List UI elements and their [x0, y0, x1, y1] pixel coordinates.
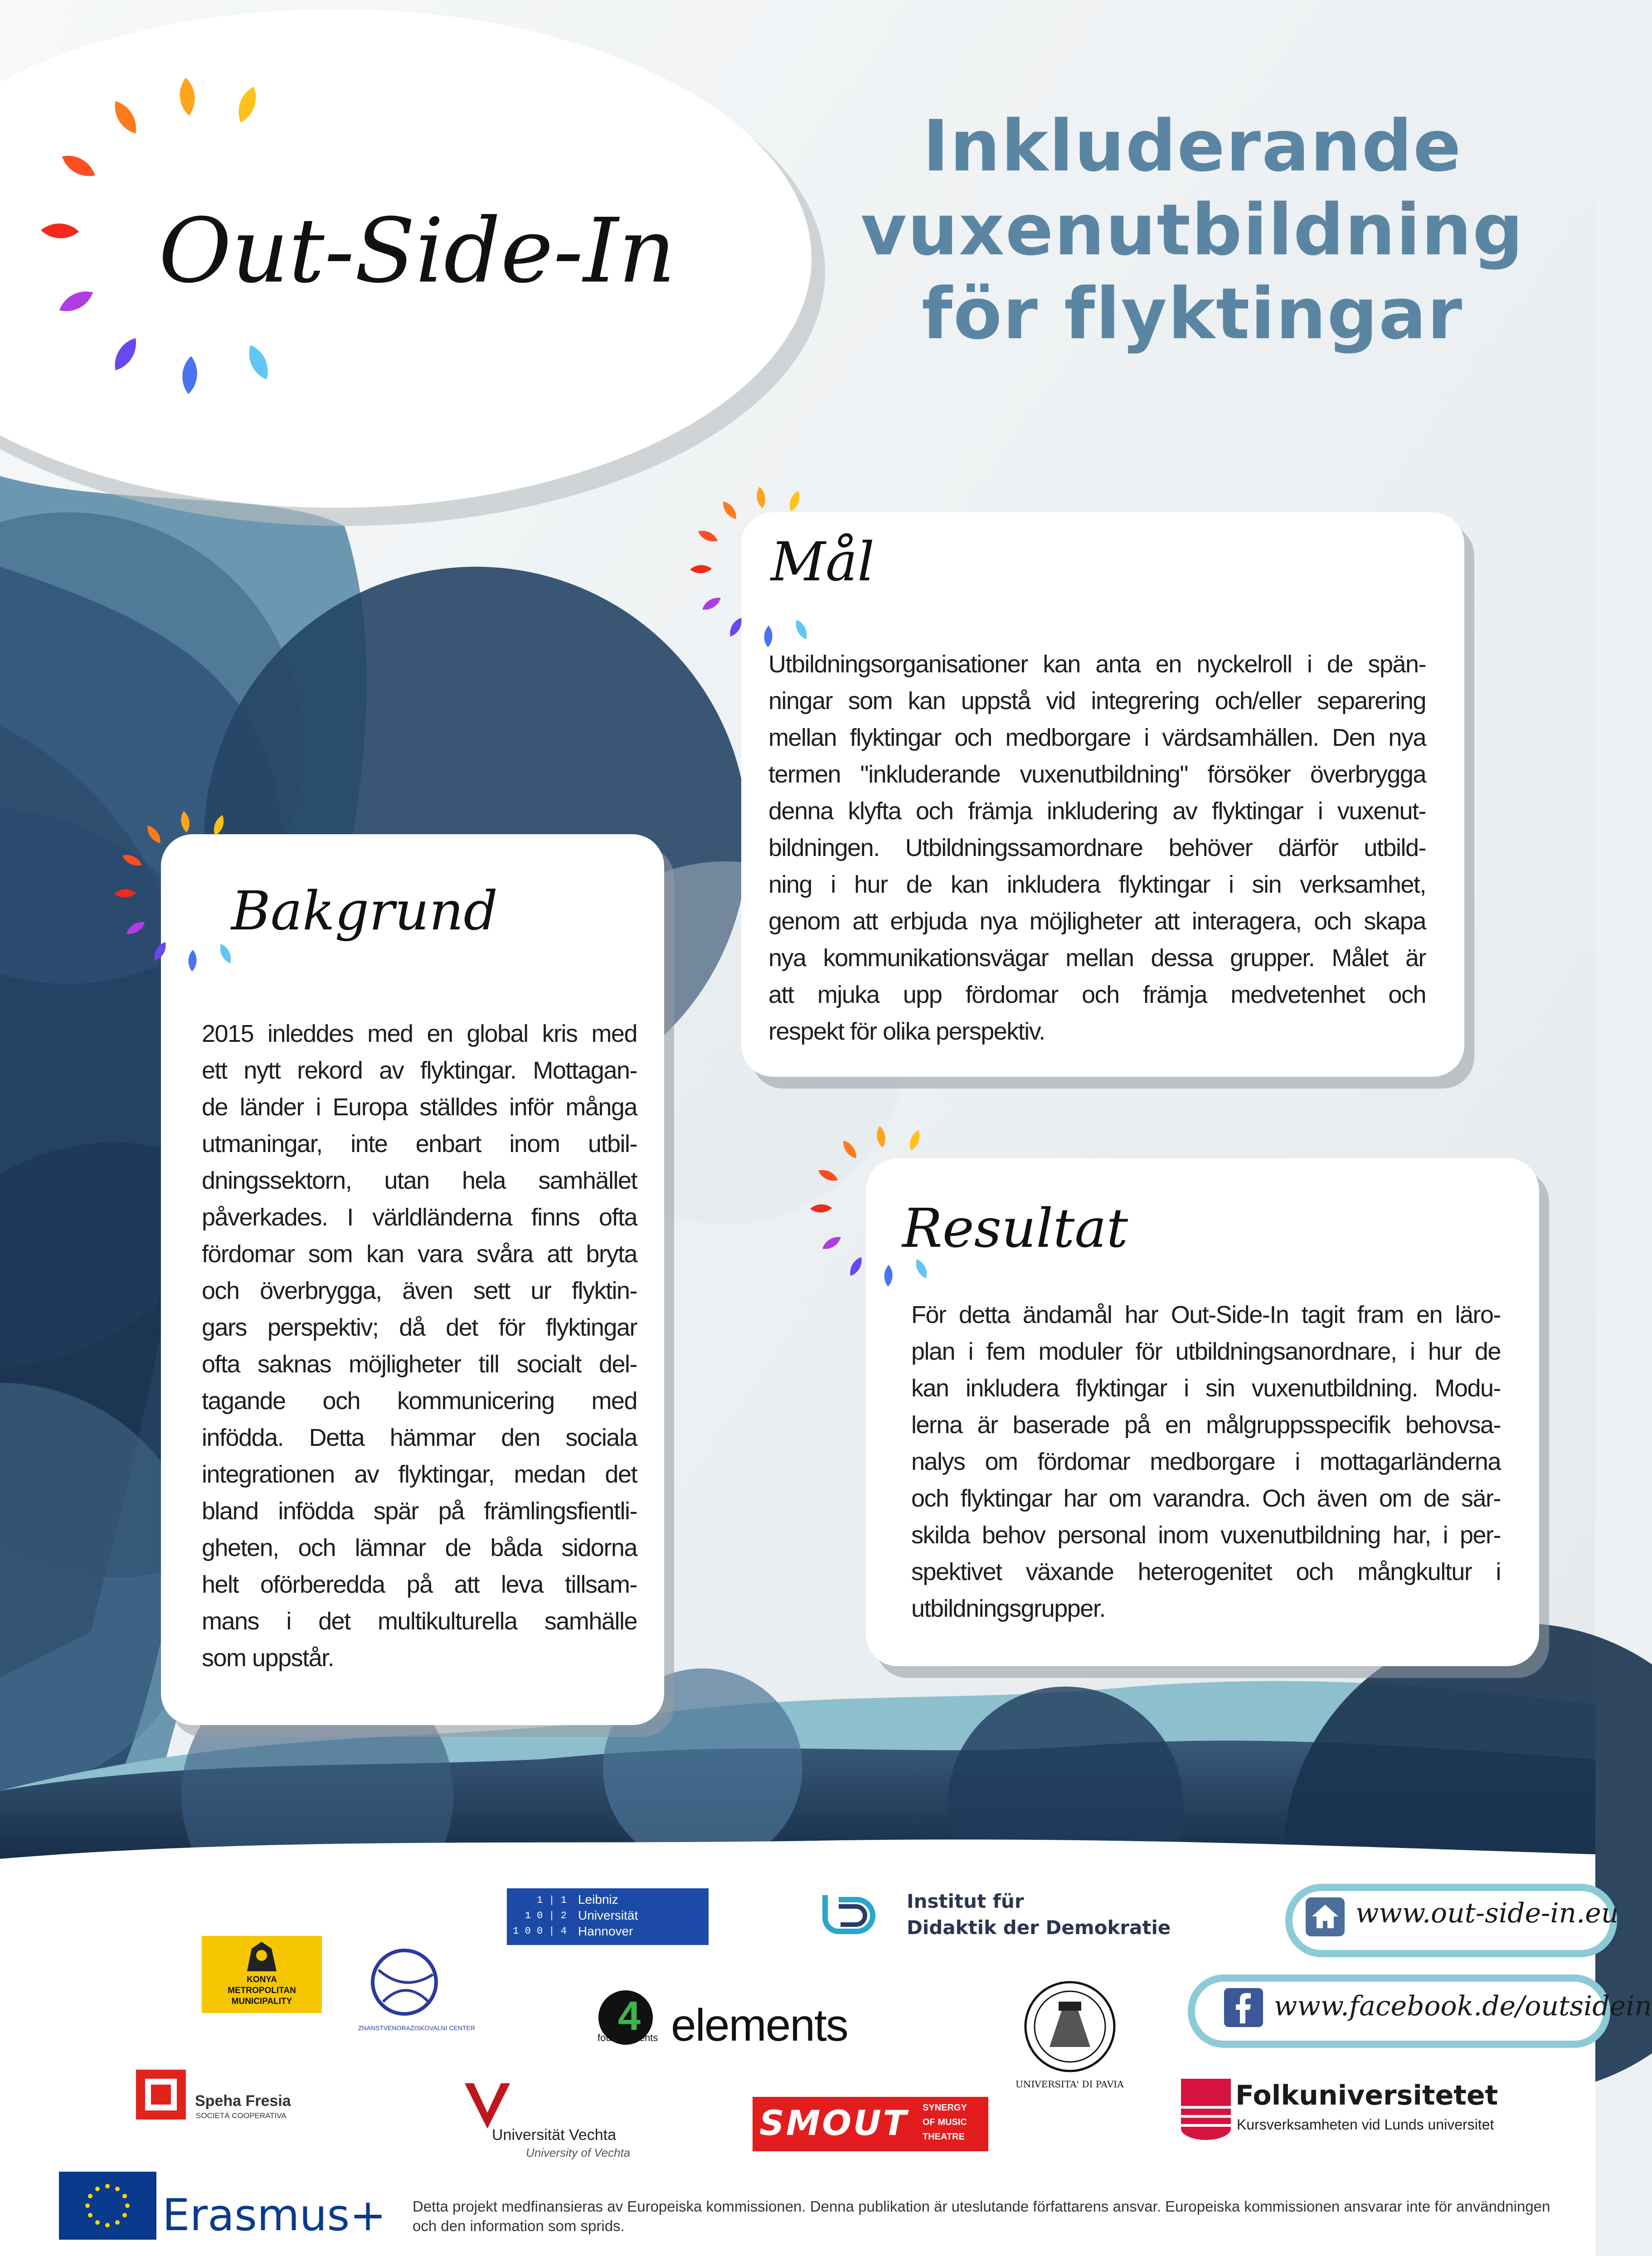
eu-flag-icon	[59, 2172, 156, 2240]
konya-text	[202, 1974, 322, 2007]
folk-sub: Kursverksamheten vid Lunds universitet	[1237, 2116, 1494, 2133]
bakgrund-line: utmaningar, inte enbart inom utbil-	[202, 1130, 637, 1157]
konya-line: KONYA	[247, 1975, 277, 1984]
bakgrund-line: gheten, och lämnar de båda sidorna	[202, 1534, 637, 1561]
bakgrund-line: dningssektorn, utan hela samhället	[202, 1167, 637, 1194]
resultat-line: För detta ändamål har Out-Side-In tagit fram en läro-	[911, 1301, 1501, 1328]
mal-line: genom att erbjuda nya möjligheter att interagera, och skapa	[768, 908, 1426, 935]
pavia-seal-icon	[1022, 1979, 1118, 2074]
bakgrund-line: infödda. Detta hämmar den sociala	[202, 1424, 637, 1451]
bakgrund-line: som uppstår.	[202, 1644, 334, 1672]
vechta-logo-icon	[462, 2081, 512, 2131]
resultat-line: utbildningsgrupper.	[911, 1595, 1105, 1622]
idd-text	[907, 1888, 1171, 1941]
leibniz-mark-row: 1 0 0 | 4	[513, 1925, 567, 1937]
resultat-heading: Resultat	[902, 1197, 1128, 1259]
four-elements-text: elements	[671, 2000, 848, 2051]
bakgrund-line: bland infödda spär på främlingsfientli-	[202, 1498, 637, 1525]
resultat-line: plan i fem moduler för utbildningsanordnare, i hur de	[911, 1338, 1501, 1365]
resultat-line: spektivet växande heterogenitet och mångkultur i	[911, 1558, 1501, 1585]
mal-line: termen "inkluderande vuxenutbildning" försöker överbrygga	[768, 761, 1426, 788]
page-title	[807, 104, 1578, 356]
mal-heading: Mål	[771, 530, 875, 593]
leibniz-line: Universität	[578, 1908, 638, 1922]
bakgrund-line: ett nytt rekord av flyktingar. Mottagan-	[202, 1057, 637, 1084]
leibniz-line: Hannover	[578, 1924, 633, 1938]
mal-text	[768, 646, 1426, 1050]
smout-line: SYNERGY	[923, 2103, 967, 2113]
mal-line: att mjuka upp fördomar och främja medvetenhet och	[768, 981, 1426, 1008]
mal-line: denna klyfta och främja inkludering av flyktingar i vuxenut-	[768, 797, 1426, 825]
facebook-icon	[1224, 1988, 1263, 2027]
bakgrund-line: helt oförberedda på att leva tillsam-	[202, 1571, 637, 1598]
logo-wordmark: Out-Side-In	[159, 199, 676, 303]
disclaimer-text: Detta projekt medfinansieras av Europeiska kommissionen. Denna publikation är uteslutande författarens ansvar. Europeiska kommissionen ansvarar inte för användningen och den information som sprids.	[413, 2198, 1550, 2234]
resultat-text	[911, 1297, 1501, 1627]
smout-line: THEATRE	[923, 2132, 965, 2142]
title-line-2: vuxenutbildning	[860, 189, 1524, 271]
vechta-name: Universität Vechta	[492, 2126, 617, 2144]
bakgrund-line: tagande och kommunicering med	[202, 1387, 637, 1415]
mal-line: Utbildningsorganisationer kan anta en nyckelroll i de spän-	[768, 651, 1426, 678]
bakgrund-heading: Bakgrund	[231, 880, 498, 942]
erasmus-label: Erasmus+	[162, 2190, 386, 2241]
leibniz-text	[578, 1891, 638, 1939]
bakgrund-line: mans i det multikulturella samhälle	[202, 1608, 637, 1635]
bakgrund-text	[202, 1016, 637, 1677]
speha-logo-icon	[134, 2067, 188, 2122]
resultat-line: skilda behov personal inom vuxenutbildning har, i per-	[911, 1522, 1501, 1549]
konya-line: METROPOLITAN	[228, 1986, 296, 1995]
znanstveno-globe-icon	[365, 1943, 444, 2022]
title-line-1: Inkluderande	[923, 105, 1462, 187]
facebook-url[interactable]: www.facebook.de/outsidein	[1274, 1990, 1652, 2022]
idd-line: Institut für	[907, 1890, 1024, 1912]
resultat-line: kan inkludera flyktingar i sin vuxenutbildning. Modu-	[911, 1375, 1501, 1402]
four-elements-mark: four elements	[598, 2032, 658, 2043]
idd-logo-icon	[821, 1891, 875, 1936]
smout-sub	[923, 2100, 967, 2144]
konya-emblem-icon	[243, 1940, 281, 1974]
vechta-sub: University of Vechta	[526, 2146, 631, 2159]
bakgrund-line: de länder i Europa ställdes inför många	[202, 1094, 637, 1121]
speha-name: Speha Fresia	[195, 2092, 291, 2110]
resultat-line: och flyktingar har om varandra. Och även om de sär-	[911, 1485, 1501, 1512]
leibniz-line: Leibniz	[578, 1892, 618, 1906]
leibniz-mark-row: 1 0 | 2	[525, 1910, 567, 1921]
bakgrund-line: integrationen av flyktingar, medan det	[202, 1461, 637, 1488]
mal-line: ningar som kan uppstå vid integrering och/eller separering	[768, 687, 1426, 715]
bakgrund-line: ofta saknas möjligheter till socialt del-	[202, 1351, 637, 1378]
idd-line: Didaktik der Demokratie	[907, 1916, 1171, 1939]
bakgrund-line: fördomar som kan vara svåra att bryta	[202, 1240, 637, 1268]
mal-line: mellan flyktingar och medborgare i värdsamhällen. Den nya	[768, 724, 1426, 751]
mal-line: ning i hur de kan inkludera flyktingar i sin verksamhet,	[768, 871, 1426, 898]
resultat-line: nalys om fördomar medborgare i mottagarländerna	[911, 1448, 1501, 1475]
bakgrund-line: 2015 inleddes med en global kris med	[202, 1020, 637, 1047]
mal-line: nya kommunikationsvägar mellan dessa grupper. Målet är	[768, 944, 1426, 972]
bakgrund-line: påverkades. I världländerna finns ofta	[202, 1204, 637, 1231]
folk-logo-icon	[1181, 2079, 1231, 2140]
leibniz-mark-row: 1 | 1	[536, 1895, 567, 1906]
folk-name: Folkuniversitetet	[1235, 2080, 1498, 2111]
znanstveno-text: ZNANSTVENORAZISKOVALNI CENTER	[358, 2024, 476, 2032]
website-url[interactable]: www.out-side-in.eu	[1356, 1897, 1619, 1929]
resultat-line: lerna är baserade på en målgruppsspecifik behovsa-	[911, 1411, 1501, 1439]
bakgrund-line: och överbrygga, även sett ur flyktin-	[202, 1277, 637, 1304]
bakgrund-line: gars perspektiv; då det för flyktingar	[202, 1314, 637, 1341]
home-icon	[1306, 1897, 1345, 1936]
mal-line: respekt för olika perspektiv.	[768, 1018, 1045, 1045]
speha-sub: SOCIETÀ COOPERATIVA	[196, 2111, 287, 2120]
title-line-3: för flyktingar	[921, 272, 1463, 355]
leibniz-mark	[512, 1893, 567, 1939]
pavia-text: UNIVERSITA' DI PAVIA	[1015, 2079, 1124, 2090]
smout-name: SMOUT	[759, 2103, 909, 2143]
konya-line: MUNICIPALITY	[231, 1997, 292, 2006]
smout-line: OF MUSIC	[923, 2117, 967, 2127]
mal-line: bildningen. Utbildningssamordnare behöver därför utbild-	[768, 834, 1426, 861]
svg-text:4: 4	[618, 1993, 641, 2039]
